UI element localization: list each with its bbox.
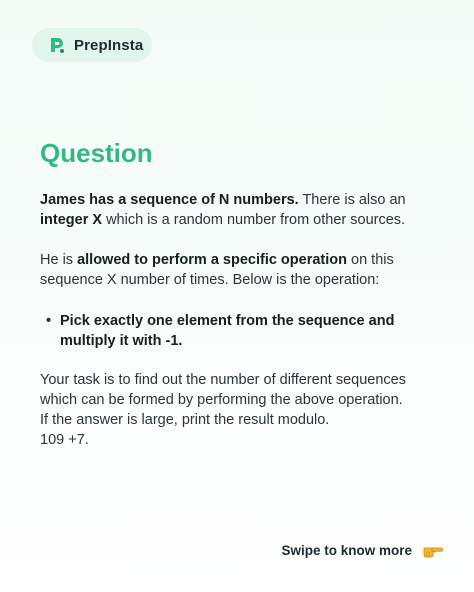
p2-text-b: on this sequence X number of times. Below is the operation: [40, 252, 394, 288]
question-paragraph-3 [40, 370, 445, 450]
p1-text-a: There is also an [298, 192, 406, 208]
p3-line-3: 109 +7. [40, 432, 89, 448]
swipe-hint[interactable] [281, 542, 444, 558]
operation-text: Pick exactly one element from the sequence and multiply it with -1. [60, 313, 395, 349]
p3-line-1: Your task is to find out the number of different sequences which can be formed by performing the above operation. [40, 372, 406, 408]
p1-bold-b: integer X [40, 212, 103, 228]
prepinsta-logo-icon [47, 35, 67, 55]
brand-name: PrepInsta [74, 36, 144, 54]
question-paragraph-2 [40, 250, 445, 290]
p2-bold-a: allowed to perform a specific operation [77, 252, 347, 268]
brand-badge [32, 28, 152, 62]
bullet-marker: • [46, 313, 52, 329]
p3-line-2: If the answer is large, print the result modulo. [40, 412, 330, 428]
question-heading: Question [40, 138, 153, 168]
p1-text-b: which is a random number from other sources. [102, 212, 406, 228]
p2-text-a: He is [40, 252, 78, 268]
question-body [40, 190, 445, 448]
question-paragraph-1 [40, 190, 445, 230]
p1-bold-a: James has a sequence of N numbers. [40, 192, 299, 208]
swipe-label: Swipe to know more [281, 542, 412, 558]
pointing-hand-icon [422, 542, 444, 558]
operation-bullet [40, 311, 445, 351]
